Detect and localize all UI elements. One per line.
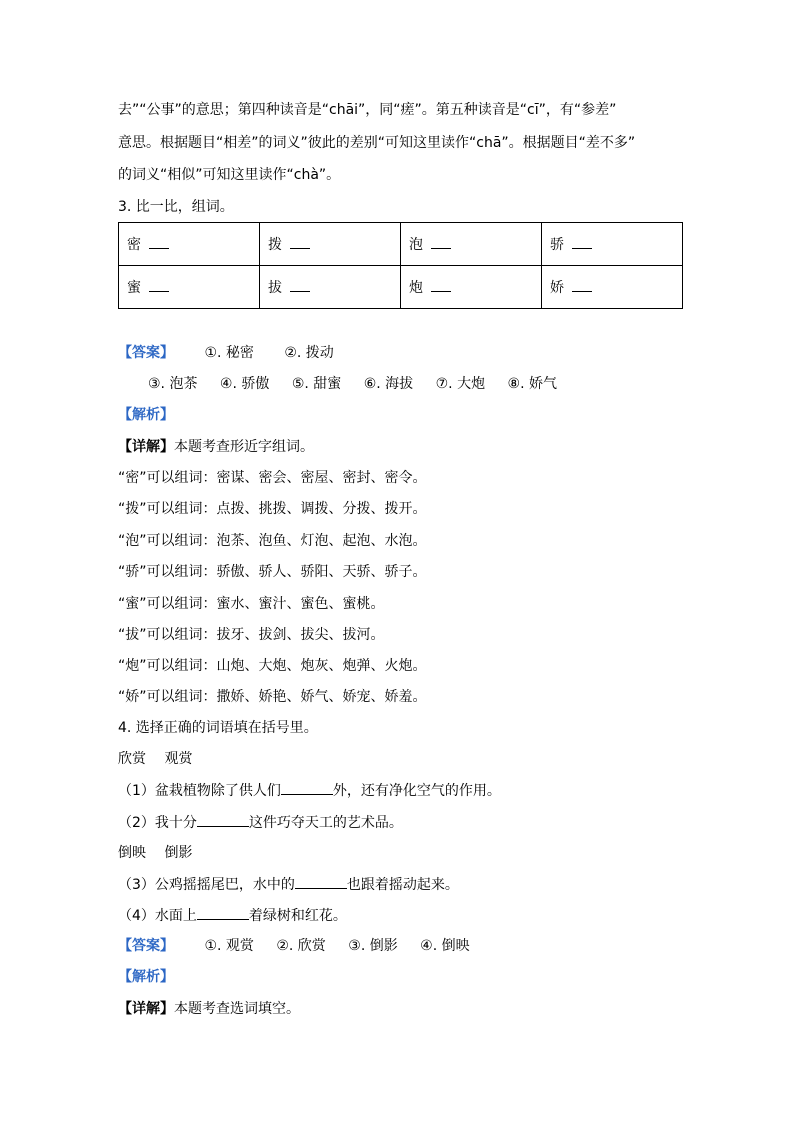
table-cell: 泡 <box>401 223 542 266</box>
compare-table <box>118 222 683 309</box>
explanation-line: “骄”可以组词：骄傲、骄人、骄阳、天骄、骄子。 <box>118 564 427 580</box>
answer-item: ⑤. 甜蜜 <box>291 376 342 392</box>
word-pair-1: 欣赏 观赏 <box>118 751 193 767</box>
blank-4[interactable] <box>197 905 249 920</box>
answer-label: 【答案】 <box>118 938 174 954</box>
answer-item: ①. 观赏 <box>204 938 254 954</box>
table-row <box>119 223 683 266</box>
detail-text: 本题考查形近字组词。 <box>174 439 314 455</box>
q3-detail <box>118 437 314 457</box>
detail-text: 本题考查选词填空。 <box>174 1001 300 1017</box>
answer-item: ⑥. 海拔 <box>363 376 414 392</box>
explanation-line: “拔”可以组词：拔牙、拔剑、拔尖、拔河。 <box>118 627 385 643</box>
intro-line-1: 去”“公事”的意思；第四种读音是“chāi”，同“瘥”。第五种读音是“cī”，有“参差” <box>118 102 617 118</box>
answer-item: ④. 倒映 <box>420 938 470 954</box>
table-cell: 拨 <box>260 223 401 266</box>
sentence-1: （1）盆栽植物除了供人们 外，还有净化空气的作用。 <box>118 780 501 801</box>
q3-analysis-label: 【解析】 <box>118 407 174 423</box>
detail-label: 【详解】 <box>118 1001 174 1017</box>
intro-line-3: 的词义“相似”可知这里读作“chà”。 <box>118 167 341 183</box>
explanation-line: “蜜”可以组词：蜜水、蜜汁、蜜色、蜜桃。 <box>118 596 385 612</box>
answer-item: ③. 倒影 <box>348 938 398 954</box>
word-pair-2: 倒映 倒影 <box>118 845 193 861</box>
detail-label: 【详解】 <box>118 439 174 455</box>
question-4-title: 4. 选择正确的词语填在括号里。 <box>118 720 318 736</box>
answer-item: ⑧. 娇气 <box>507 376 557 392</box>
q3-answer-line-1 <box>118 343 334 363</box>
sentence-2: （2）我十分 这件巧夺天工的艺术品。 <box>118 812 403 833</box>
intro-line-2: 意思。根据题目“相差”的词义”彼此的差别“可知这里读作“chā”。根据题目“差不多” <box>118 135 636 151</box>
table-row <box>119 266 683 309</box>
answer-item: ①. 秘密 <box>204 345 254 361</box>
answer-label: 【答案】 <box>118 345 174 361</box>
blank-3[interactable] <box>295 874 347 889</box>
blank-1[interactable] <box>281 780 333 795</box>
table-cell: 密 <box>119 223 260 266</box>
explanation-line: “炮”可以组词：山炮、大炮、炮灰、炮弹、火炮。 <box>118 658 427 674</box>
table-cell: 拔 <box>260 266 401 309</box>
q4-answer-line <box>118 936 470 956</box>
table-cell: 蜜 <box>119 266 260 309</box>
sentence-3: （3）公鸡摇摇尾巴，水中的 也跟着摇动起来。 <box>118 874 459 895</box>
sentence-4: （4）水面上 着绿树和红花。 <box>118 905 347 926</box>
answer-item: ②. 欣赏 <box>276 938 326 954</box>
explanation-line: “拨”可以组词：点拨、挑拨、调拨、分拨、拨开。 <box>118 501 427 517</box>
table-cell: 娇 <box>542 266 683 309</box>
q4-analysis-label: 【解析】 <box>118 969 174 985</box>
q3-answer-line-2 <box>148 374 557 394</box>
answer-item: ⑦. 大炮 <box>435 376 486 392</box>
question-3-title: 3. 比一比，组词。 <box>118 199 234 215</box>
explanation-line: “泡”可以组词：泡茶、泡鱼、灯泡、起泡、水泡。 <box>118 533 427 549</box>
explanation-line: “娇”可以组词：撒娇、娇艳、娇气、娇宠、娇羞。 <box>118 689 427 705</box>
answer-item: ④. 骄傲 <box>219 376 270 392</box>
table-cell: 骄 <box>542 223 683 266</box>
blank-2[interactable] <box>197 812 249 827</box>
answer-item: ③. 泡茶 <box>148 376 198 392</box>
q4-detail <box>118 999 300 1019</box>
answer-item: ②. 拨动 <box>284 345 334 361</box>
table-cell: 炮 <box>401 266 542 309</box>
explanation-line: “密”可以组词：密谋、密会、密屋、密封、密令。 <box>118 470 427 486</box>
